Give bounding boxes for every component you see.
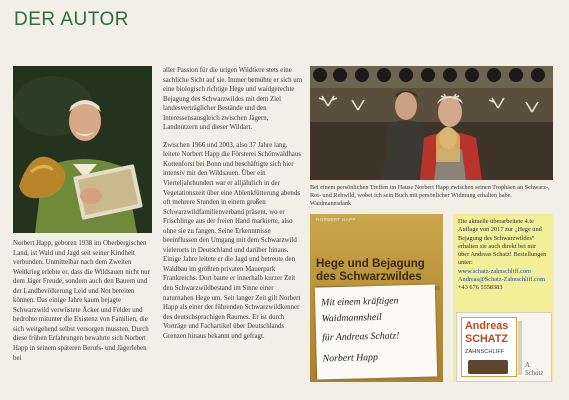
dedication-card [315,284,437,379]
author-bio-column-1: Norbert Happ, geboren 1938 im Oberbergischen Land, ist Wald und Jagd seit seiner Kindheit verbunden. Unmittelbar nach dem Zweiten Weltkrieg erlebte er, dass die Wildsauen nicht nur dem Jäger Freude, sondern auch den Bauern und der Landbevölkerung Leid und Not bereiten können. Das einige Jahre kaum bejagte Schwarzwild verwüstete Äcker und Felder und bedrohte mitunter die Existenz von Familien, die sich weitgehend selbst versorgen mussten. Durch diese frühen Erfahrungen bewahrte sich Norbert Happ in seinem späteren Berufs- und Jägerleben bei [13,240,150,362]
order-info-text: Die aktuelle überarbeitete 4.te Auflage von 2017 zur „Hege und Bejagung des Schwarzwildes“ erhalten sie auch direkt bei mir über Andreas Schatz! Bestellungen unter: [458,218,547,267]
meeting-photo [310,66,553,180]
bio-paragraph-2: Zwischen 1966 und 2003, also 37 Jahre lang, leitete Norbert Happ die Försterei Schönwaldhaus Kottenforst bei Bonn und beschäftigte sich hier intensiv mit den Wildsauen. Über ein Vierteljahrhundert war er alljährlich in der Vegetationszeit über eine Ablenkfütterung abends oft mehrere Stunden in einem großen Schwarzwildfamilienverband präsent, wo er Frischlinge aus der freien Hand markierte, also ohne sie zu fangen. Seine Erkenntnisse beeinflussen den Umgang mit dem Schwarzwild vielerorts in Deutschland und darüber hinaus. Einige Jahre leitete er die Jagd und betreute den Waldbau im größten privaten Mauerpark Frankreichs. Dort baute er innerhalb kurzer Zeit den Schwarzwildbestand im Sinne einer naturnahen Hege um. Seit langer Zeit gilt Norbert Happ als einer der führenden Schwarzwildkenner des deutschsprachigen Raumes. Er ist durch Vorträge und Fachartikel über Deutschlands Grenzen hinaus bekannt und gefragt. [163,141,301,340]
schatz-plate [456,312,552,382]
book-title: Hege und Bejagung des Schwarzwildes [316,257,425,283]
plate-signature: A. Schatz [525,361,544,378]
website-link[interactable]: www.schatz-zahnschliff.com [458,267,531,275]
page-title: DER AUTOR [14,9,130,30]
portrait-image [13,66,152,233]
plate-divider [518,321,522,375]
book-author: NORBERT HAPP [316,217,356,222]
bio-paragraph-1: aller Passion für die urigen Wildtiere stets eine sachliche Sicht auf sie. Immer bemühte er sich um eine biologisch richtige Hege und waidgerechte Bejagung des Schwarzwildes mit dem Ziel landesverträglicher Bestände und den Interessensausgleich zwischen Jägern, Landnutzern und dieser Wildart. [163,67,303,132]
dedication-line-1: Mit einem kräftigen [321,295,399,309]
author-portrait-photo [13,66,152,233]
meeting-image [310,66,553,180]
dedication-line-2: Waidmannsheil [321,311,382,325]
dedication-signature: Norbert Happ [322,351,379,365]
phone-number: +43 676 5558383 [458,284,503,292]
order-info-box [453,214,553,382]
logo-line-3: ZAHNSCHLIFF [465,349,505,355]
author-bio-column-2 [163,66,303,349]
meeting-photo-caption: Bei einem persönlichen Treffen im Hause Norbert Happ zwischen seinen Trophäen an Schwarz-, Rot- und Rehwild, wobei ich sein Buch mit persönlicher Widmung erhalten habe. Waidmannsdank [310,184,550,208]
knife-icon [468,360,508,374]
logo-line-1: Andreas [465,320,509,332]
email-link[interactable]: Andreas@Schatz-Zahnschliff.com [458,276,545,284]
logo-line-2: SCHATZ [465,333,508,345]
dedication-line-3: für Andreas Schatz! [321,330,400,344]
schatz-logo [461,317,517,377]
